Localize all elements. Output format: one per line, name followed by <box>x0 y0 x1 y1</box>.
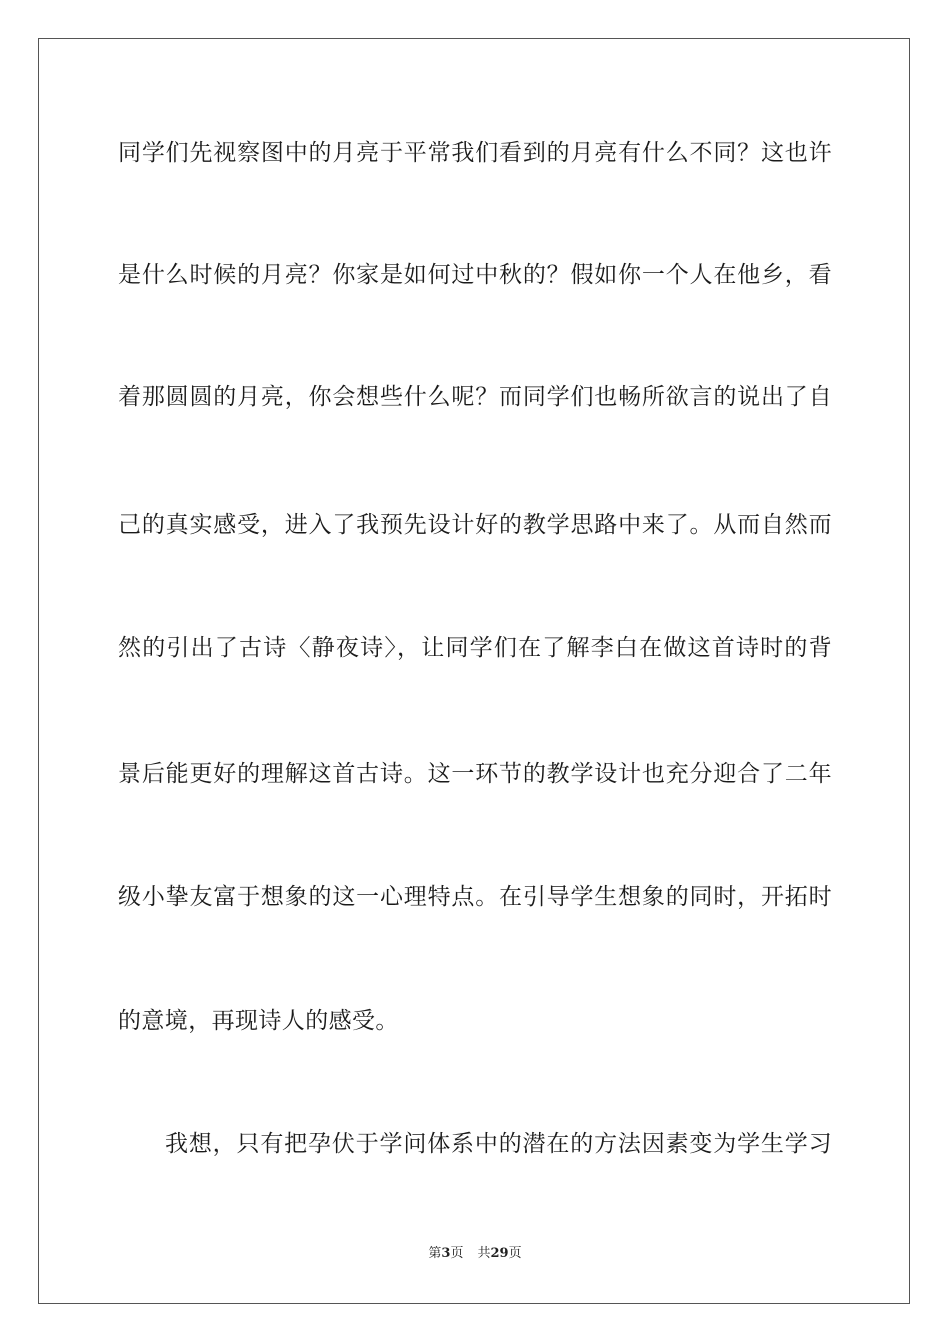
page-footer <box>0 1245 950 1263</box>
body-text-line-4: 己的真实感受，进入了我预先设计好的教学思路中来了。从而自然而 <box>118 512 832 538</box>
page-border <box>38 38 910 1304</box>
footer-total-suffix: 页 <box>508 1246 522 1261</box>
footer-total-prefix: 共 <box>477 1246 491 1261</box>
body-text-line-6: 景后能更好的理解这首古诗。这一环节的教学设计也充分迎合了二年 <box>118 761 832 787</box>
body-text-line-3: 着那圆圆的月亮，你会想些什么呢？而同学们也畅所欲言的说出了自 <box>118 384 832 410</box>
body-text-line-1: 同学们先视察图中的月亮于平常我们看到的月亮有什么不同？这也许 <box>118 140 832 166</box>
body-text-line-2: 是什么时候的月亮？你家是如何过中秋的？假如你一个人在他乡，看 <box>118 262 832 288</box>
footer-page-prefix: 第 <box>428 1246 442 1261</box>
footer-page-total: 29 <box>490 1246 509 1261</box>
body-text-line-9: 我想，只有把孕伏于学问体系中的潜在的方法因素变为学生学习 <box>165 1131 832 1157</box>
footer-page-current: 3 <box>441 1246 451 1261</box>
footer-page-suffix: 页 <box>450 1246 464 1261</box>
body-text-line-8: 的意境，再现诗人的感受。 <box>118 1008 399 1034</box>
body-text-line-7: 级小挚友富于想象的这一心理特点。在引导学生想象的同时，开拓时 <box>118 884 832 910</box>
body-text-line-5: 然的引出了古诗〈静夜诗〉，让同学们在了解李白在做这首诗时的背 <box>118 635 832 661</box>
